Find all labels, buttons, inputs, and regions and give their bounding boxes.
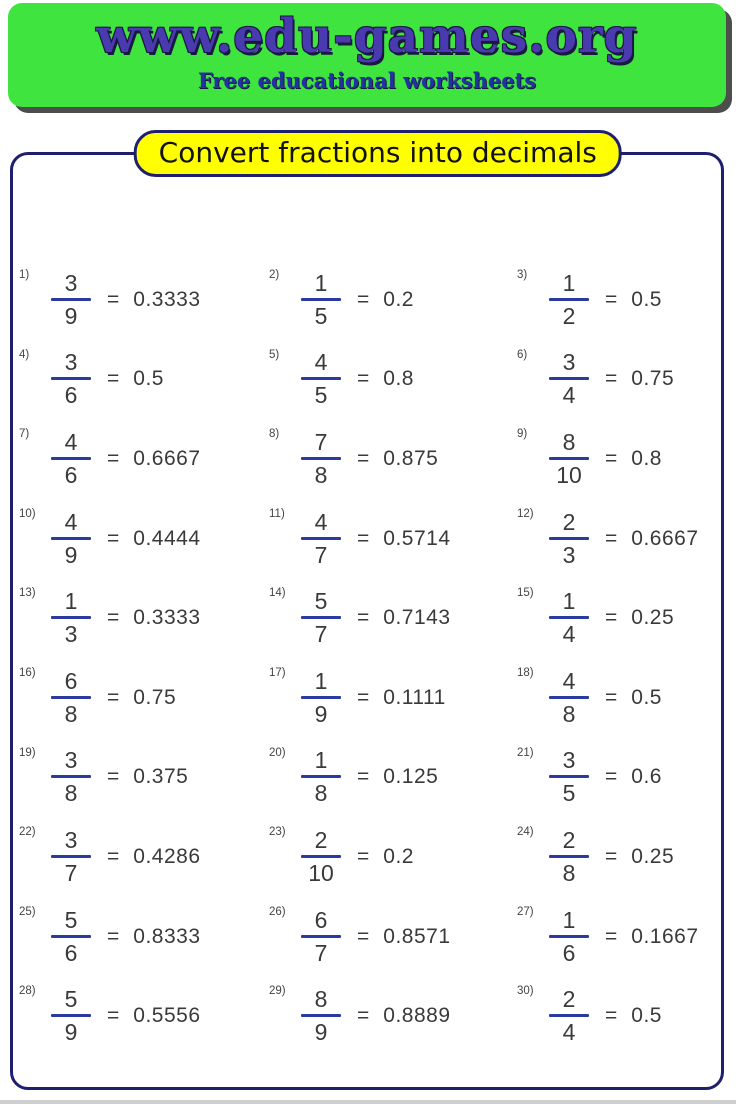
fraction-bar <box>51 616 91 619</box>
problem-item <box>485 817 721 897</box>
fraction <box>549 828 589 886</box>
equals-sign: = <box>605 606 618 630</box>
problem-item <box>485 976 721 1056</box>
fraction-numerator: 4 <box>314 508 328 535</box>
equals-sign: = <box>605 367 618 391</box>
problem-item <box>485 578 721 658</box>
fraction-bar <box>301 537 341 540</box>
fraction <box>301 589 341 647</box>
fraction-numerator: 6 <box>314 906 328 933</box>
problem-number: 4) <box>19 348 30 361</box>
problem-number: 8) <box>269 428 280 441</box>
problem-item <box>249 499 485 579</box>
problem-item <box>249 658 485 738</box>
fraction-numerator: 3 <box>64 747 78 774</box>
fraction-denominator: 7 <box>314 541 328 568</box>
fraction-numerator: 4 <box>562 667 576 694</box>
fraction-denominator: 4 <box>562 382 576 409</box>
problem-item <box>249 578 485 658</box>
problem-item <box>13 260 249 340</box>
problem-number: 27) <box>517 905 534 918</box>
problems-grid <box>13 260 721 1056</box>
fraction-denominator: 3 <box>562 541 576 568</box>
problem-number: 16) <box>19 666 36 679</box>
equals-sign: = <box>605 765 618 789</box>
problem-number: 12) <box>517 507 534 520</box>
decimal-answer: 0.1667 <box>631 924 699 948</box>
problem-number: 25) <box>19 905 36 918</box>
fraction-numerator: 3 <box>64 349 78 376</box>
fraction-bar <box>301 298 341 301</box>
decimal-answer: 0.1111 <box>383 685 446 709</box>
problem-item <box>13 578 249 658</box>
equals-sign: = <box>357 367 370 391</box>
fraction-bar <box>549 537 589 540</box>
fraction <box>301 908 341 966</box>
fraction-numerator: 1 <box>562 269 576 296</box>
equals-sign: = <box>605 526 618 550</box>
problem-item <box>13 419 249 499</box>
site-banner <box>8 3 726 107</box>
equals-sign: = <box>107 287 120 311</box>
equals-sign: = <box>605 446 618 470</box>
fraction-denominator: 8 <box>562 700 576 727</box>
equals-sign: = <box>107 367 120 391</box>
decimal-answer: 0.5714 <box>383 526 451 550</box>
fraction-denominator: 8 <box>314 461 328 488</box>
equals-sign: = <box>357 924 370 948</box>
problem-number: 23) <box>269 826 286 839</box>
fraction <box>301 669 341 727</box>
equals-sign: = <box>357 526 370 550</box>
fraction-numerator: 1 <box>314 269 328 296</box>
worksheet-title-badge: Convert fractions into decimals <box>134 130 622 177</box>
problem-item <box>13 340 249 420</box>
problem-number: 17) <box>269 666 286 679</box>
fraction-denominator: 3 <box>64 621 78 648</box>
fraction-bar <box>549 775 589 778</box>
fraction-numerator: 2 <box>562 508 576 535</box>
fraction-denominator: 10 <box>556 461 582 488</box>
problem-item <box>249 260 485 340</box>
fraction-numerator: 3 <box>64 269 78 296</box>
fraction <box>301 748 341 806</box>
equals-sign: = <box>107 844 120 868</box>
decimal-answer: 0.4286 <box>133 844 201 868</box>
equals-sign: = <box>357 765 370 789</box>
equals-sign: = <box>605 844 618 868</box>
fraction-denominator: 9 <box>314 1019 328 1046</box>
fraction-denominator: 9 <box>64 541 78 568</box>
fraction-numerator: 4 <box>314 349 328 376</box>
equals-sign: = <box>107 526 120 550</box>
fraction-numerator: 2 <box>562 986 576 1013</box>
fraction-denominator: 8 <box>562 859 576 886</box>
fraction-numerator: 3 <box>64 826 78 853</box>
page-bottom-edge <box>0 1100 736 1104</box>
problem-item <box>13 499 249 579</box>
fraction-bar <box>549 935 589 938</box>
decimal-answer: 0.8333 <box>133 924 201 948</box>
fraction-bar <box>549 1014 589 1017</box>
fraction-denominator: 8 <box>64 700 78 727</box>
fraction-denominator: 4 <box>562 621 576 648</box>
fraction <box>549 350 589 408</box>
decimal-answer: 0.8 <box>631 446 662 470</box>
decimal-answer: 0.25 <box>631 844 675 868</box>
fraction-denominator: 4 <box>562 1019 576 1046</box>
problem-number: 22) <box>19 826 36 839</box>
decimal-answer: 0.8571 <box>383 924 451 948</box>
fraction-bar <box>301 775 341 778</box>
problem-item <box>13 738 249 818</box>
equals-sign: = <box>357 446 370 470</box>
decimal-answer: 0.5 <box>631 1004 662 1028</box>
problem-item <box>13 817 249 897</box>
decimal-answer: 0.75 <box>133 685 177 709</box>
fraction-bar <box>51 457 91 460</box>
fraction-bar <box>301 457 341 460</box>
fraction <box>301 430 341 488</box>
fraction-bar <box>549 457 589 460</box>
decimal-answer: 0.25 <box>631 606 675 630</box>
fraction-numerator: 8 <box>314 986 328 1013</box>
equals-sign: = <box>605 924 618 948</box>
fraction-numerator: 7 <box>314 428 328 455</box>
fraction-bar <box>549 855 589 858</box>
decimal-answer: 0.6667 <box>133 446 201 470</box>
fraction-numerator: 1 <box>314 667 328 694</box>
fraction-denominator: 2 <box>562 302 576 329</box>
problem-item <box>485 499 721 579</box>
fraction <box>51 510 91 568</box>
fraction-denominator: 8 <box>64 780 78 807</box>
fraction-numerator: 1 <box>562 906 576 933</box>
decimal-answer: 0.5 <box>631 287 662 311</box>
decimal-answer: 0.2 <box>383 287 414 311</box>
fraction <box>51 908 91 966</box>
problem-number: 21) <box>517 746 534 759</box>
fraction-bar <box>549 377 589 380</box>
fraction-denominator: 7 <box>64 859 78 886</box>
problem-number: 28) <box>19 985 36 998</box>
decimal-answer: 0.875 <box>383 446 439 470</box>
decimal-answer: 0.3333 <box>133 287 201 311</box>
decimal-answer: 0.6667 <box>631 526 699 550</box>
problem-number: 6) <box>517 348 528 361</box>
fraction-denominator: 9 <box>64 302 78 329</box>
fraction <box>51 987 91 1045</box>
fraction-bar <box>301 616 341 619</box>
fraction <box>549 271 589 329</box>
problem-number: 26) <box>269 905 286 918</box>
fraction-denominator: 6 <box>64 461 78 488</box>
fraction-denominator: 5 <box>314 382 328 409</box>
problem-item <box>485 738 721 818</box>
fraction-bar <box>51 855 91 858</box>
problem-item <box>13 658 249 738</box>
problem-item <box>13 897 249 977</box>
problem-number: 24) <box>517 826 534 839</box>
fraction-numerator: 3 <box>562 747 576 774</box>
problem-item <box>249 976 485 1056</box>
problem-number: 19) <box>19 746 36 759</box>
equals-sign: = <box>605 1004 618 1028</box>
problem-number: 15) <box>517 587 534 600</box>
fraction-bar <box>301 696 341 699</box>
fraction <box>549 669 589 727</box>
fraction-bar <box>301 855 341 858</box>
fraction-bar <box>51 1014 91 1017</box>
fraction-denominator: 8 <box>314 780 328 807</box>
fraction-numerator: 1 <box>314 747 328 774</box>
fraction-bar <box>51 696 91 699</box>
fraction-numerator: 4 <box>64 508 78 535</box>
fraction-numerator: 5 <box>314 588 328 615</box>
fraction-numerator: 3 <box>562 349 576 376</box>
fraction-denominator: 6 <box>64 382 78 409</box>
problem-number: 13) <box>19 587 36 600</box>
fraction-denominator: 9 <box>64 1019 78 1046</box>
fraction-bar <box>51 537 91 540</box>
fraction-numerator: 5 <box>64 986 78 1013</box>
problem-number: 11) <box>269 507 285 520</box>
decimal-answer: 0.7143 <box>383 606 451 630</box>
equals-sign: = <box>357 287 370 311</box>
fraction <box>301 987 341 1045</box>
problem-number: 7) <box>19 428 30 441</box>
fraction-denominator: 5 <box>562 780 576 807</box>
fraction <box>51 350 91 408</box>
fraction <box>51 748 91 806</box>
fraction-denominator: 9 <box>314 700 328 727</box>
fraction <box>301 350 341 408</box>
decimal-answer: 0.2 <box>383 844 414 868</box>
fraction <box>549 748 589 806</box>
equals-sign: = <box>107 685 120 709</box>
fraction-denominator: 5 <box>314 302 328 329</box>
problem-item <box>485 260 721 340</box>
fraction-denominator: 10 <box>308 859 334 886</box>
equals-sign: = <box>357 1004 370 1028</box>
problem-item <box>249 897 485 977</box>
equals-sign: = <box>107 606 120 630</box>
problem-number: 18) <box>517 666 534 679</box>
fraction-numerator: 4 <box>64 428 78 455</box>
problem-number: 10) <box>19 507 36 520</box>
decimal-answer: 0.375 <box>133 765 189 789</box>
site-subtitle: Free educational worksheets <box>197 68 537 93</box>
fraction-bar <box>301 377 341 380</box>
fraction-denominator: 7 <box>314 621 328 648</box>
problem-item <box>249 340 485 420</box>
decimal-answer: 0.125 <box>383 765 439 789</box>
fraction-numerator: 5 <box>64 906 78 933</box>
problem-number: 29) <box>269 985 286 998</box>
site-title: www.edu-games.org <box>96 9 638 64</box>
problem-number: 14) <box>269 587 286 600</box>
decimal-answer: 0.3333 <box>133 606 201 630</box>
equals-sign: = <box>357 844 370 868</box>
equals-sign: = <box>107 446 120 470</box>
problem-item <box>485 340 721 420</box>
problem-number: 3) <box>517 269 528 281</box>
fraction-denominator: 6 <box>562 939 576 966</box>
fraction-denominator: 7 <box>314 939 328 966</box>
equals-sign: = <box>357 685 370 709</box>
fraction-bar <box>549 696 589 699</box>
equals-sign: = <box>107 765 120 789</box>
fraction-bar <box>301 1014 341 1017</box>
fraction <box>549 589 589 647</box>
problem-item <box>485 419 721 499</box>
equals-sign: = <box>107 924 120 948</box>
fraction-numerator: 6 <box>64 667 78 694</box>
fraction <box>301 510 341 568</box>
fraction <box>549 430 589 488</box>
fraction-numerator: 1 <box>64 588 78 615</box>
fraction <box>51 669 91 727</box>
equals-sign: = <box>357 606 370 630</box>
problem-item <box>249 419 485 499</box>
decimal-answer: 0.6 <box>631 765 662 789</box>
fraction-numerator: 8 <box>562 428 576 455</box>
problem-number: 2) <box>269 269 280 281</box>
fraction <box>51 271 91 329</box>
fraction-denominator: 6 <box>64 939 78 966</box>
decimal-answer: 0.5 <box>631 685 662 709</box>
problem-item <box>13 976 249 1056</box>
fraction <box>51 828 91 886</box>
decimal-answer: 0.5 <box>133 367 164 391</box>
fraction <box>51 589 91 647</box>
decimal-answer: 0.4444 <box>133 526 201 550</box>
problem-number: 20) <box>269 746 286 759</box>
equals-sign: = <box>107 1004 120 1028</box>
fraction-numerator: 2 <box>314 826 328 853</box>
fraction-numerator: 2 <box>562 826 576 853</box>
problem-item <box>249 738 485 818</box>
problem-item <box>485 658 721 738</box>
fraction <box>301 271 341 329</box>
problem-item <box>249 817 485 897</box>
decimal-answer: 0.75 <box>631 367 675 391</box>
fraction-bar <box>301 935 341 938</box>
fraction-bar <box>51 377 91 380</box>
problem-number: 9) <box>517 428 528 441</box>
fraction <box>301 828 341 886</box>
fraction-bar <box>51 775 91 778</box>
decimal-answer: 0.5556 <box>133 1004 201 1028</box>
problem-number: 5) <box>269 348 280 361</box>
problem-item <box>485 897 721 977</box>
equals-sign: = <box>605 685 618 709</box>
fraction <box>51 430 91 488</box>
fraction-numerator: 1 <box>562 588 576 615</box>
fraction-bar <box>51 298 91 301</box>
fraction-bar <box>549 616 589 619</box>
fraction <box>549 510 589 568</box>
problem-number: 30) <box>517 985 534 998</box>
fraction-bar <box>51 935 91 938</box>
fraction-bar <box>549 298 589 301</box>
fraction <box>549 987 589 1045</box>
fraction <box>549 908 589 966</box>
problem-number: 1) <box>19 269 30 281</box>
decimal-answer: 0.8 <box>383 367 414 391</box>
equals-sign: = <box>605 287 618 311</box>
decimal-answer: 0.8889 <box>383 1004 451 1028</box>
